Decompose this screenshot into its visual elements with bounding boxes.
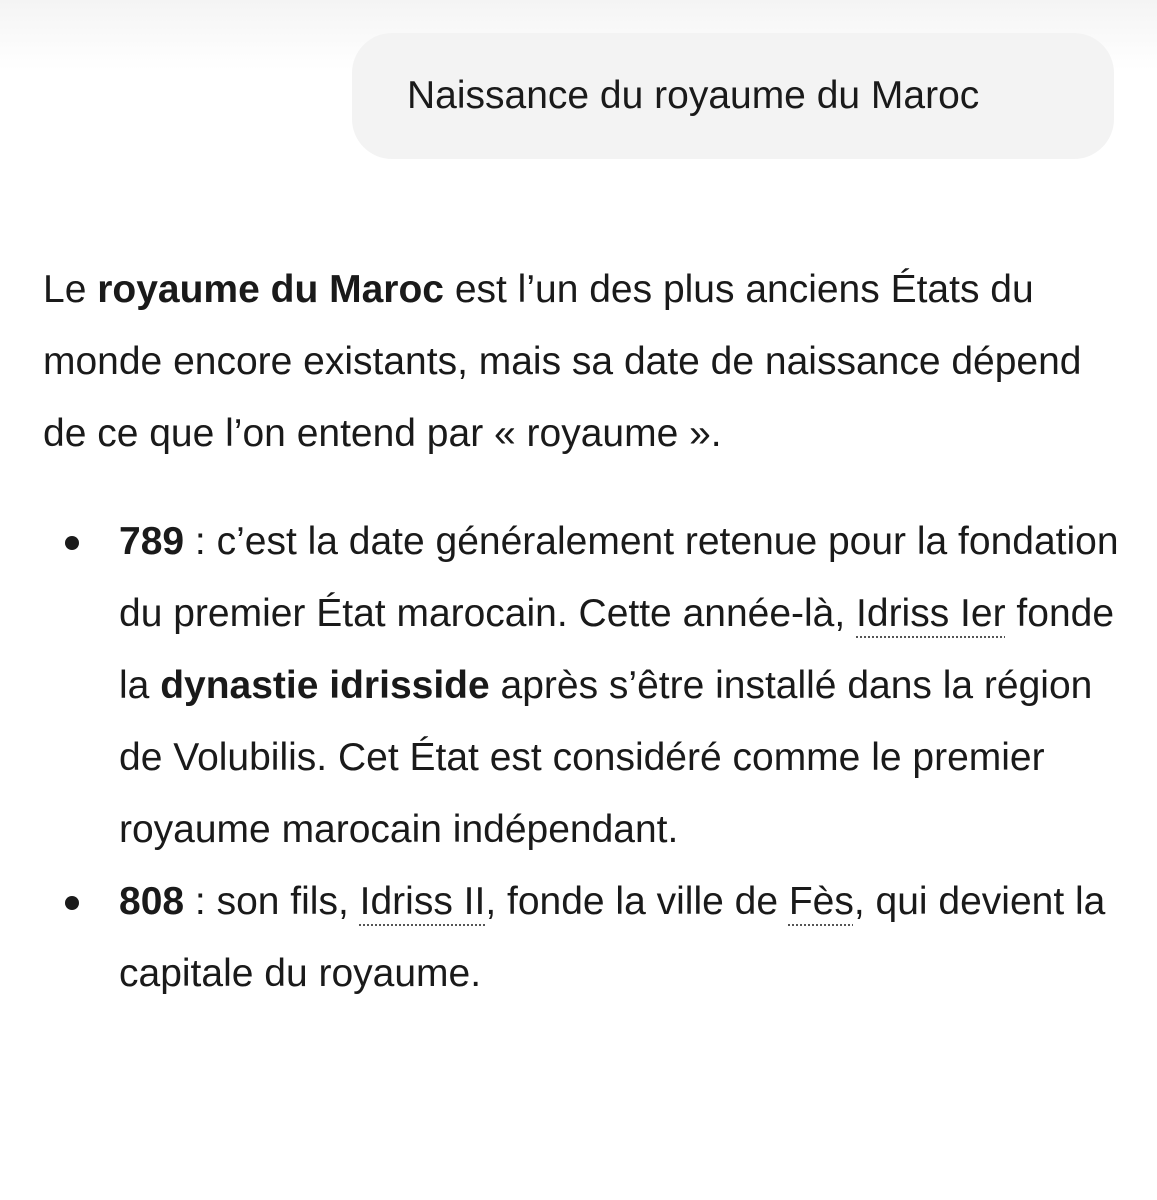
link-idriss-2[interactable]: Idriss II — [359, 880, 486, 923]
bullet-icon — [65, 536, 79, 550]
bullet-icon — [65, 896, 79, 910]
user-message-text: Naissance du royaume du Maroc — [407, 74, 980, 117]
link-idriss-1[interactable]: Idriss Ier — [856, 592, 1006, 635]
item-789-text-1: : c’est la date généralement retenue pour la fondation du premier État marocain. Cette année-là, — [119, 520, 1119, 635]
answer-intro — [43, 254, 1123, 470]
item-808-text-3: , qui devient la capitale du royaume. — [119, 880, 1106, 995]
year-789: 789 — [119, 520, 185, 563]
item-789-text-3: après s’être installé dans la région de Volubilis. Cet État est considéré comme le premier royaume marocain indépendant. — [119, 664, 1093, 851]
item-808-text-2: , fonde la ville de — [485, 880, 789, 923]
user-message-bubble — [352, 33, 1114, 159]
list-item-808 — [43, 866, 1123, 1010]
intro-bold-kingdom: royaume du Maroc — [97, 268, 444, 311]
dates-list — [43, 506, 1123, 1010]
intro-text-1: Le — [43, 268, 98, 311]
assistant-answer — [43, 254, 1123, 1010]
link-fes[interactable]: Fès — [788, 880, 854, 923]
item-808-text-1: : son fils, — [184, 880, 360, 923]
year-808: 808 — [119, 880, 185, 923]
list-item-789 — [43, 506, 1123, 866]
item-789-text-2: fonde la — [119, 592, 1115, 707]
intro-text-2: est l’un des plus anciens États du monde encore existants, mais sa date de naissance dépend de ce que l’on entend par « royaume ». — [43, 268, 1082, 455]
bold-dynastie-idrisside: dynastie idrisside — [160, 664, 490, 707]
